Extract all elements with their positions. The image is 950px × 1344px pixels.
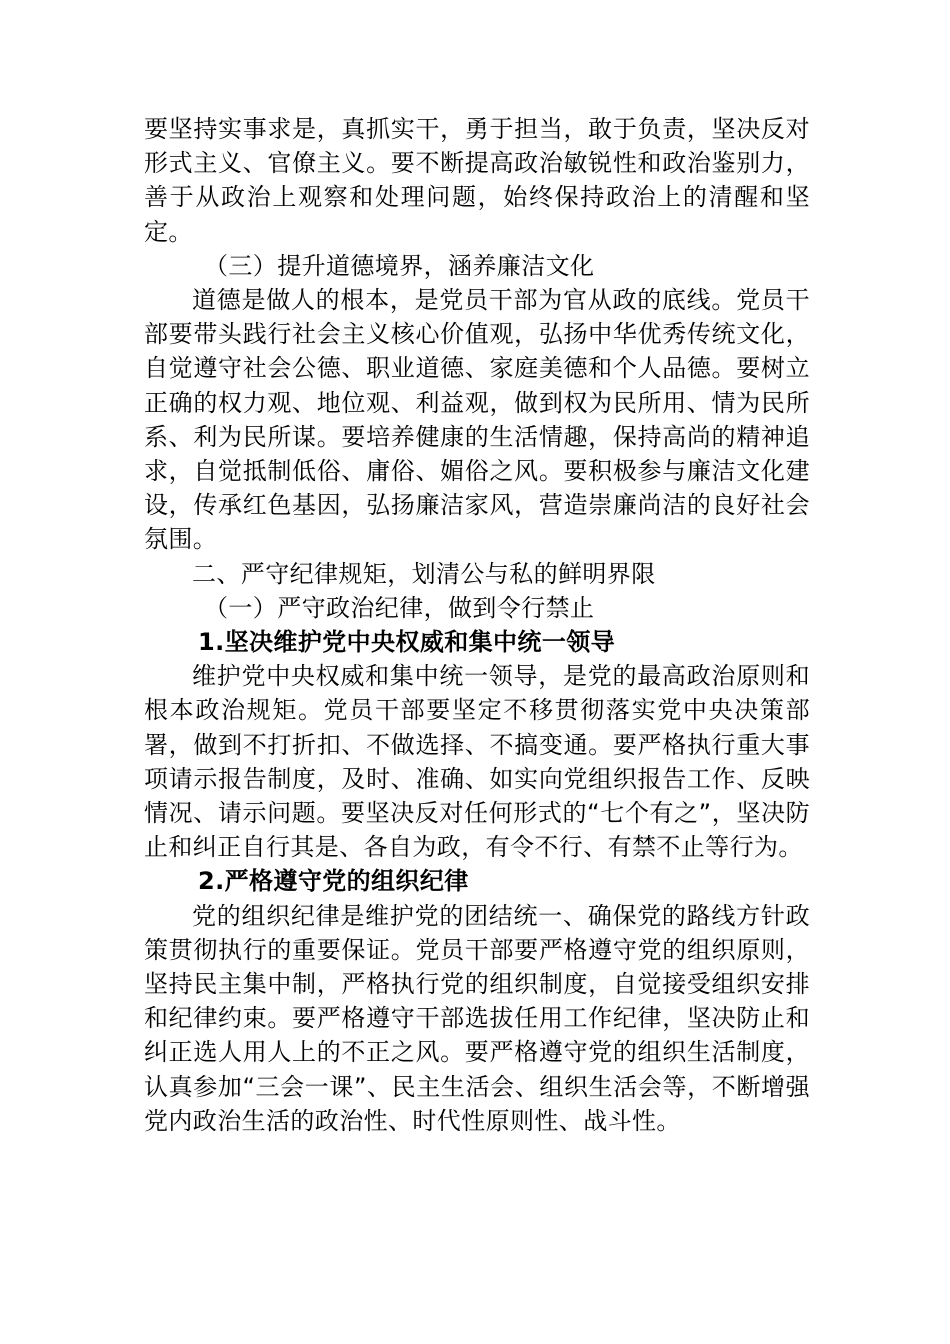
bold-heading-2: 2.严格遵守党的组织纪律 xyxy=(198,867,469,896)
subheading-three: （三）提升道德境界，涵养廉洁文化 xyxy=(204,251,595,280)
paragraph-morality: 道德是做人的根本，是党员干部为官从政的底线。党员干部要带头践行社会主义核心价值观，弘扬中华优秀传统文化，自觉遵守社会公德、职业道德、家庭美德和个人品德。要树立正确的权力观、地位观、利益观，做到权为民所用、情为民所系、利为民所谋。要培养健康的生活情趣，保持高尚的精神追求，自觉抵制低俗、庸俗、媚俗之风。要积极参与廉洁文化建设，传承红色基因，弘扬廉洁家风，营造崇廉尚洁的良好社会氛围。 xyxy=(144,286,810,554)
paragraph-continuation: 要坚持实事求是，真抓实干，勇于担当，敢于负责，坚决反对形式主义、官僚主义。要不断提高政治敏锐性和政治鉴别力，善于从政治上观察和处理问题，始终保持政治上的清醒和坚定。 xyxy=(144,115,810,246)
bold-heading-1: 1.坚决维护党中央权威和集中统一领导 xyxy=(198,628,616,657)
subheading-one: （一）严守政治纪律，做到令行禁止 xyxy=(204,593,595,622)
paragraph-organizational-discipline: 党的组织纪律是维护党的团结统一、确保党的路线方针政策贯彻执行的重要保证。党员干部要严格遵守党的组织原则，坚持民主集中制，严格执行党的组织制度，自觉接受组织安排和纪律约束。要严格遵守干部选拔任用工作纪律，坚决防止和纠正选人用人上的不正之风。要严格遵守党的组织生活制度，认真参加“三会一课”、民主生活会、组织生活会等，不断增强党内政治生活的政治性、时代性原则性、战斗性。 xyxy=(144,901,810,1135)
paragraph-central-authority: 维护党中央权威和集中统一领导，是党的最高政治原则和根本政治规矩。党员干部要坚定不移贯彻落实党中央决策部署，做到不打折扣、不做选择、不搞变通。要严格执行重大事项请示报告制度，及时、准确、如实向党组织报告工作、反映情况、请示问题。要坚决反对任何形式的“七个有之”，坚决防止和纠正自行其是、各自为政，有令不行、有禁不止等行为。 xyxy=(144,662,810,862)
section-heading-two: 二、严守纪律规矩，划清公与私的鲜明界限 xyxy=(192,559,656,588)
document-page xyxy=(144,112,810,1138)
